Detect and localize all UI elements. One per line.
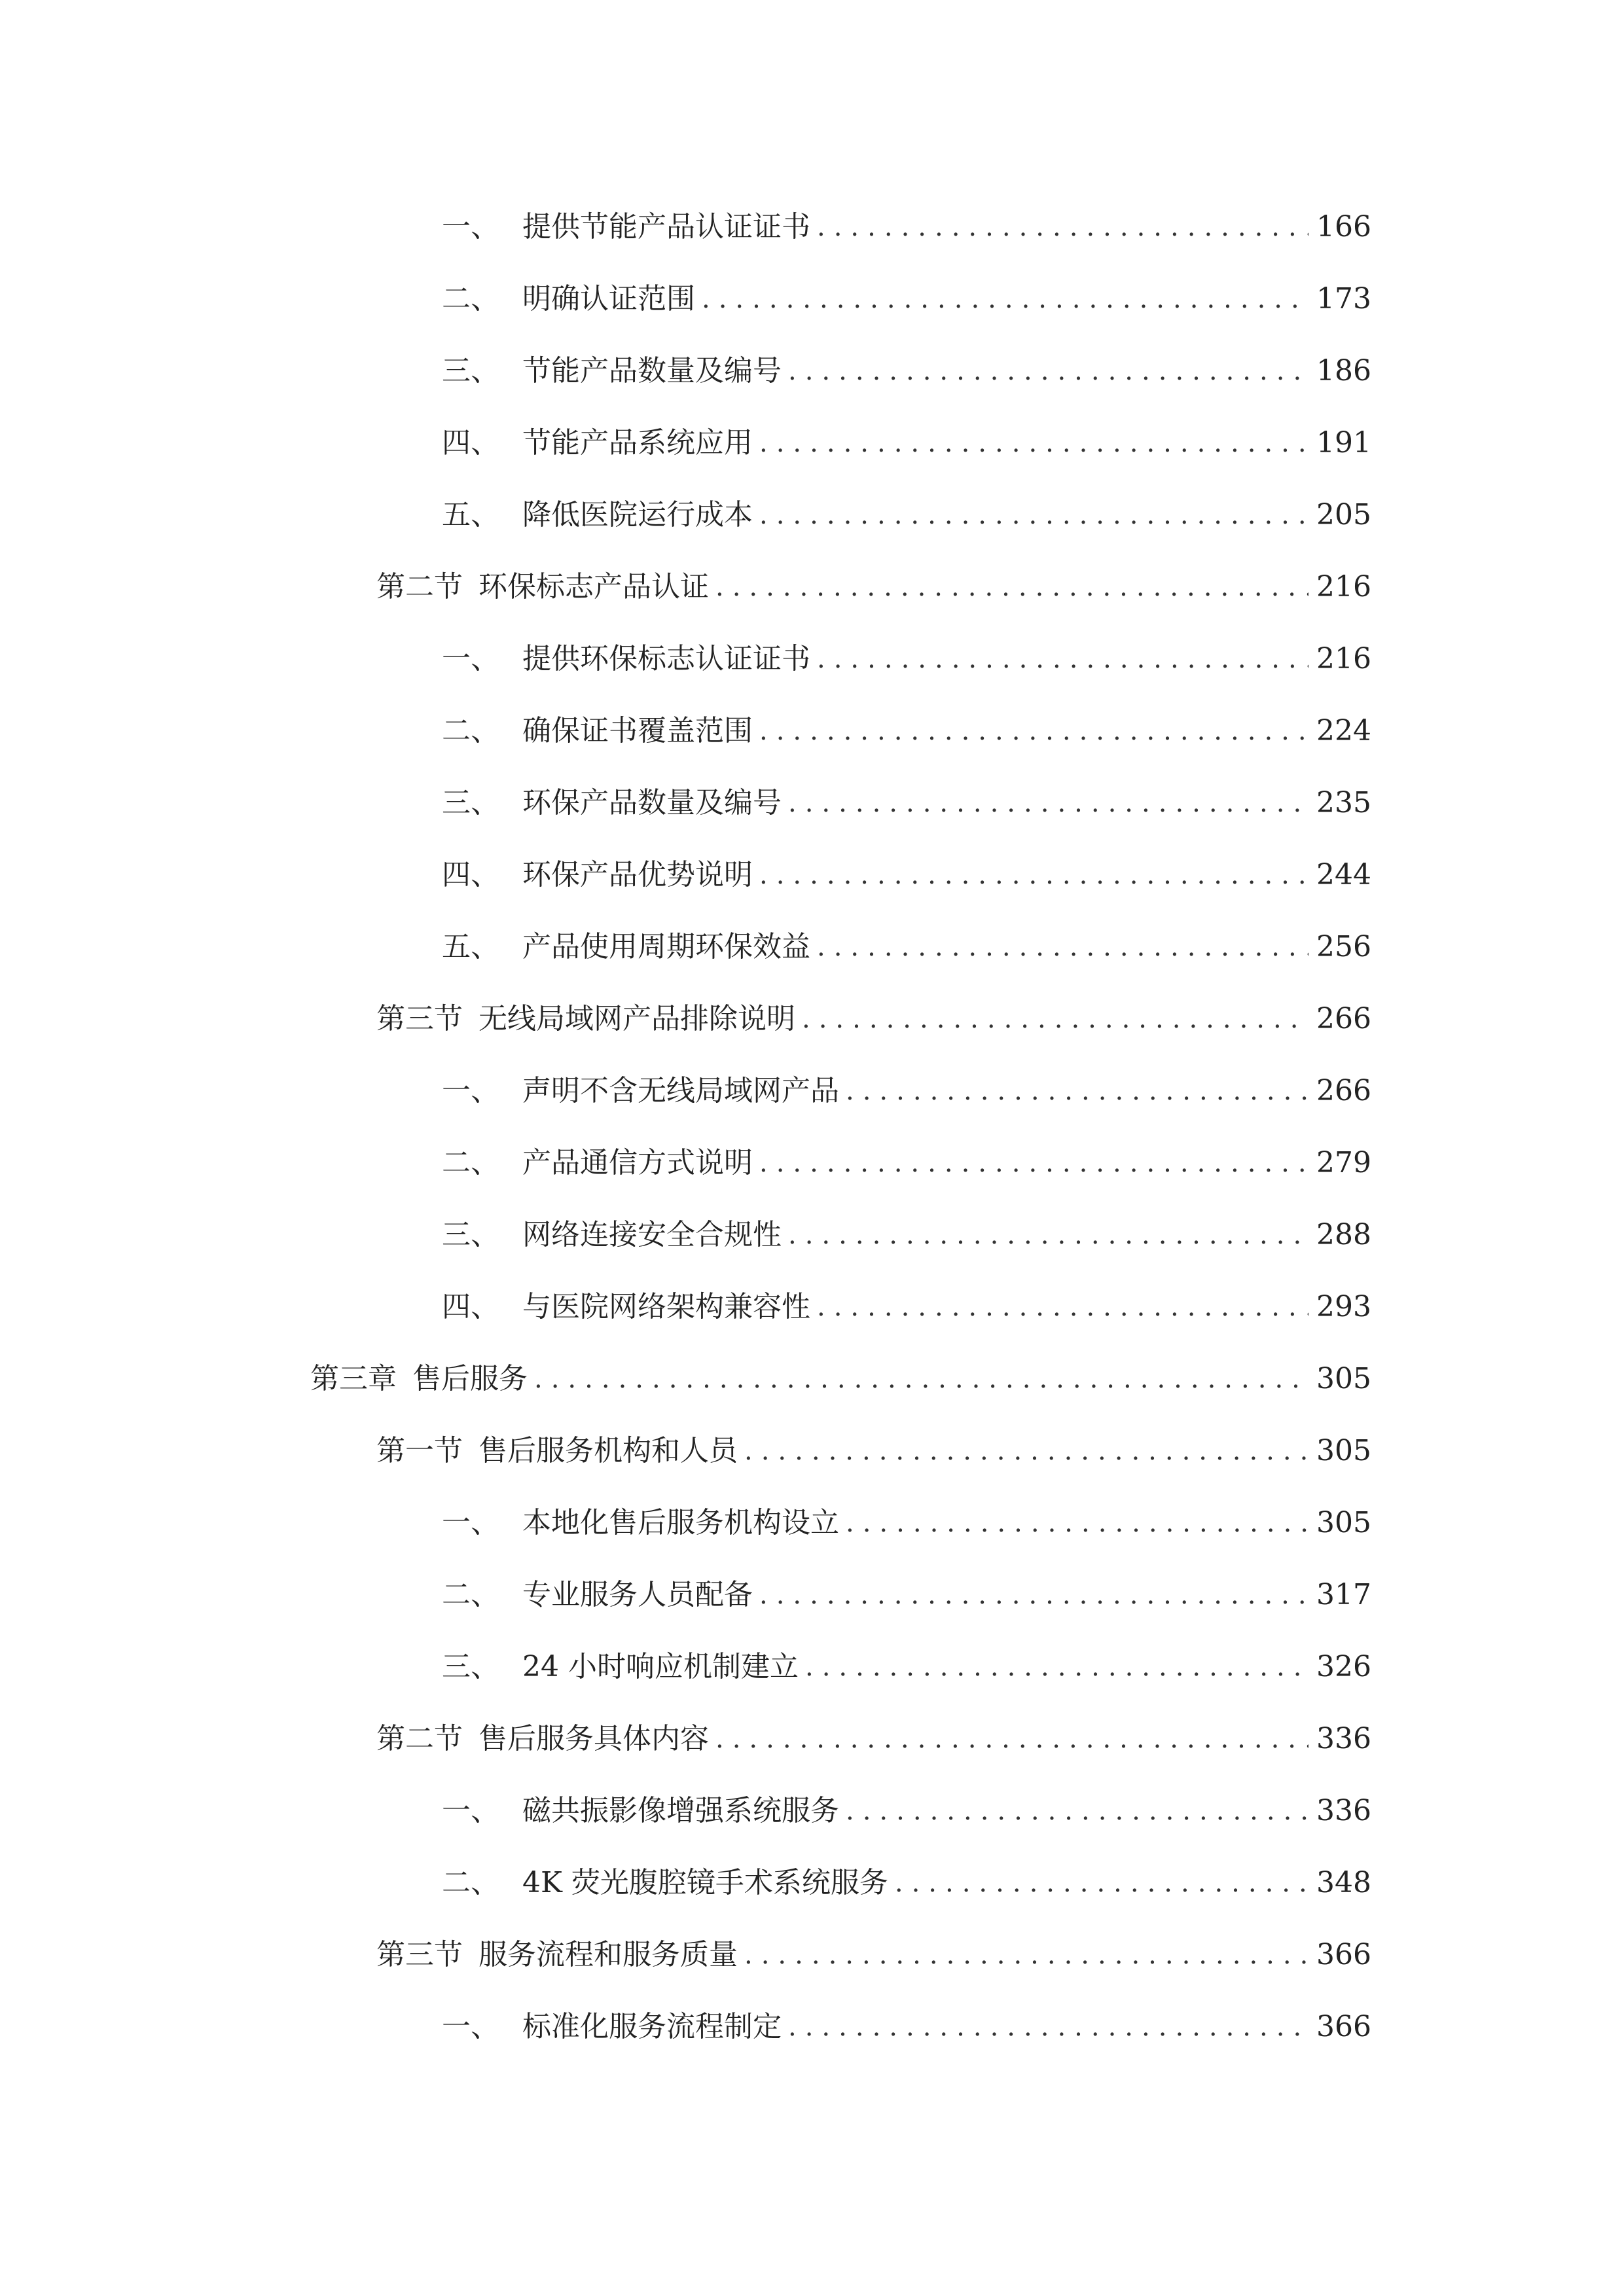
toc-entry-number: 三、	[442, 1218, 499, 1251]
toc-entry-title: 售后服务	[412, 1362, 528, 1395]
toc-entry-page: 244	[1316, 858, 1371, 891]
dot-leader	[817, 204, 1308, 250]
toc-entry-number: 二、	[442, 1578, 499, 1611]
dot-leader	[895, 1860, 1308, 1906]
dot-leader	[846, 1068, 1308, 1114]
dot-leader	[534, 1356, 1308, 1402]
toc-entry-item	[442, 1644, 1371, 1690]
toc-entry-number: 一、	[442, 210, 499, 243]
dot-leader	[759, 852, 1308, 898]
toc-entry-title: 确保证书覆盖范围	[522, 714, 753, 747]
toc-entry-title: 声明不含无线局域网产品	[522, 1074, 839, 1107]
toc-entry-item	[442, 276, 1371, 322]
toc-entry-section	[376, 1932, 1371, 1978]
toc-entry-number: 第二节	[376, 570, 463, 603]
toc-entry-title: 节能产品数量及编号	[522, 354, 782, 387]
dot-leader	[715, 1716, 1308, 1762]
toc-entry-number: 四、	[442, 858, 499, 891]
toc-entry-chapter	[310, 1356, 1371, 1402]
toc-entry-item	[442, 708, 1371, 754]
toc-entry-number: 二、	[442, 1866, 499, 1899]
toc-entry-title: 专业服务人员配备	[522, 1578, 753, 1611]
toc-entry-item	[442, 1860, 1371, 1906]
toc-entry-title: 与医院网络架构兼容性	[522, 1290, 810, 1323]
dot-leader	[805, 1644, 1308, 1690]
toc-entry-section	[376, 996, 1371, 1042]
toc-entry-number: 二、	[442, 714, 499, 747]
toc-entry-page: 305	[1316, 1362, 1371, 1395]
toc-entry-item	[442, 636, 1371, 682]
toc-entry-section	[376, 1428, 1371, 1474]
toc-entry-page: 336	[1316, 1794, 1371, 1827]
toc-entry-item	[442, 1068, 1371, 1114]
toc-entry-page: 256	[1316, 930, 1371, 963]
toc-entry-page: 205	[1316, 498, 1371, 531]
toc-entry-title: 售后服务具体内容	[478, 1722, 709, 1755]
toc-entry-title: 无线局域网产品排除说明	[478, 1002, 795, 1035]
toc-entry-page: 305	[1316, 1506, 1371, 1539]
dot-leader	[817, 924, 1308, 970]
toc-entry-title: 售后服务机构和人员	[478, 1434, 738, 1467]
toc-entry-page: 288	[1316, 1218, 1371, 1251]
toc-entry-item	[442, 1212, 1371, 1258]
toc-entry-number: 第三节	[376, 1938, 463, 1971]
toc-entry-title: 网络连接安全合规性	[522, 1218, 782, 1251]
dot-leader	[702, 276, 1308, 322]
toc-entry-page: 279	[1316, 1146, 1371, 1179]
toc-entry-page: 166	[1316, 210, 1371, 243]
toc-entry-number: 三、	[442, 1650, 499, 1683]
toc-entry-page: 191	[1316, 426, 1371, 459]
toc-entry-number: 第一节	[376, 1434, 463, 1467]
dot-leader	[715, 564, 1308, 610]
toc-entry-page: 326	[1316, 1650, 1371, 1683]
toc-entry-item	[442, 1140, 1371, 1186]
toc-entry-title: 降低医院运行成本	[522, 498, 753, 531]
toc-entry-number: 四、	[442, 426, 499, 459]
toc-entry-item	[442, 924, 1371, 970]
toc-entry-page: 224	[1316, 714, 1371, 747]
toc-entry-item	[442, 852, 1371, 898]
toc-entry-page: 216	[1316, 570, 1371, 603]
dot-leader	[744, 1932, 1308, 1978]
dot-leader	[759, 708, 1308, 754]
toc-entry-item	[442, 2004, 1371, 2050]
toc-entry-number: 五、	[442, 930, 499, 963]
toc-entry-page: 173	[1316, 282, 1371, 315]
toc-entry-section	[376, 1716, 1371, 1762]
toc-entry-title: 产品通信方式说明	[522, 1146, 753, 1179]
toc-entry-title: 磁共振影像增强系统服务	[522, 1794, 839, 1827]
dot-leader	[802, 996, 1308, 1042]
toc-entry-item	[442, 420, 1371, 466]
toc-entry-title: 环保产品数量及编号	[522, 786, 782, 819]
toc-entry-title: 提供环保标志认证证书	[522, 642, 810, 675]
toc-entry-number: 第三节	[376, 1002, 463, 1035]
toc-entry-page: 336	[1316, 1722, 1371, 1755]
toc-entry-title: 环保产品优势说明	[522, 858, 753, 891]
toc-entry-page: 266	[1316, 1002, 1371, 1035]
toc-entry-item	[442, 780, 1371, 826]
toc-entry-item	[442, 348, 1371, 394]
toc-entry-title: 明确认证范围	[522, 282, 695, 315]
dot-leader	[788, 1212, 1308, 1258]
dot-leader	[846, 1500, 1308, 1546]
toc-entry-title: 4K 荧光腹腔镜手术系统服务	[522, 1866, 888, 1899]
toc-entry-number: 一、	[442, 1074, 499, 1107]
toc-entry-page: 305	[1316, 1434, 1371, 1467]
toc-entry-title: 提供节能产品认证证书	[522, 210, 810, 243]
toc-entry-number: 三、	[442, 786, 499, 819]
toc-entry-number: 第二节	[376, 1722, 463, 1755]
toc-entry-page: 366	[1316, 2010, 1371, 2043]
toc-entry-number: 一、	[442, 2010, 499, 2043]
toc-entry-number: 二、	[442, 282, 499, 315]
dot-leader	[788, 780, 1308, 826]
toc-entry-item	[442, 1788, 1371, 1834]
dot-leader	[817, 636, 1308, 682]
dot-leader	[759, 420, 1308, 466]
toc-entry-number: 第三章	[310, 1362, 397, 1395]
toc-entry-number: 一、	[442, 642, 499, 675]
toc-entry-section	[376, 564, 1371, 610]
toc-entry-page: 216	[1316, 642, 1371, 675]
toc-entry-item	[442, 1572, 1371, 1618]
dot-leader	[788, 2004, 1308, 2050]
toc-entry-title: 环保标志产品认证	[478, 570, 709, 603]
toc-entry-title: 24 小时响应机制建立	[522, 1650, 799, 1683]
toc-entry-page: 235	[1316, 786, 1371, 819]
toc-entry-number: 三、	[442, 354, 499, 387]
toc-entry-item	[442, 204, 1371, 250]
toc-entry-number: 一、	[442, 1506, 499, 1539]
toc-entry-number: 五、	[442, 498, 499, 531]
toc-entry-item	[442, 492, 1371, 538]
toc-entry-item	[442, 1500, 1371, 1546]
toc-entry-title: 服务流程和服务质量	[478, 1938, 738, 1971]
toc-entry-number: 一、	[442, 1794, 499, 1827]
dot-leader	[759, 1572, 1308, 1618]
toc-entry-title: 节能产品系统应用	[522, 426, 753, 459]
dot-leader	[788, 348, 1308, 394]
toc-entry-page: 266	[1316, 1074, 1371, 1107]
toc-entry-page: 293	[1316, 1290, 1371, 1323]
toc-entry-number: 四、	[442, 1290, 499, 1323]
toc-entry-title: 标准化服务流程制定	[522, 2010, 782, 2043]
dot-leader	[759, 492, 1308, 538]
toc-entry-title: 产品使用周期环保效益	[522, 930, 810, 963]
toc-entry-number: 二、	[442, 1146, 499, 1179]
toc-entry-item	[442, 1284, 1371, 1330]
dot-leader	[846, 1788, 1308, 1834]
dot-leader	[744, 1428, 1308, 1474]
toc-entry-title: 本地化售后服务机构设立	[522, 1506, 839, 1539]
toc-entry-page: 317	[1316, 1578, 1371, 1611]
toc-entry-page: 348	[1316, 1866, 1371, 1899]
dot-leader	[759, 1140, 1308, 1186]
toc-entry-page: 186	[1316, 354, 1371, 387]
toc-entry-page: 366	[1316, 1938, 1371, 1971]
dot-leader	[817, 1284, 1308, 1330]
